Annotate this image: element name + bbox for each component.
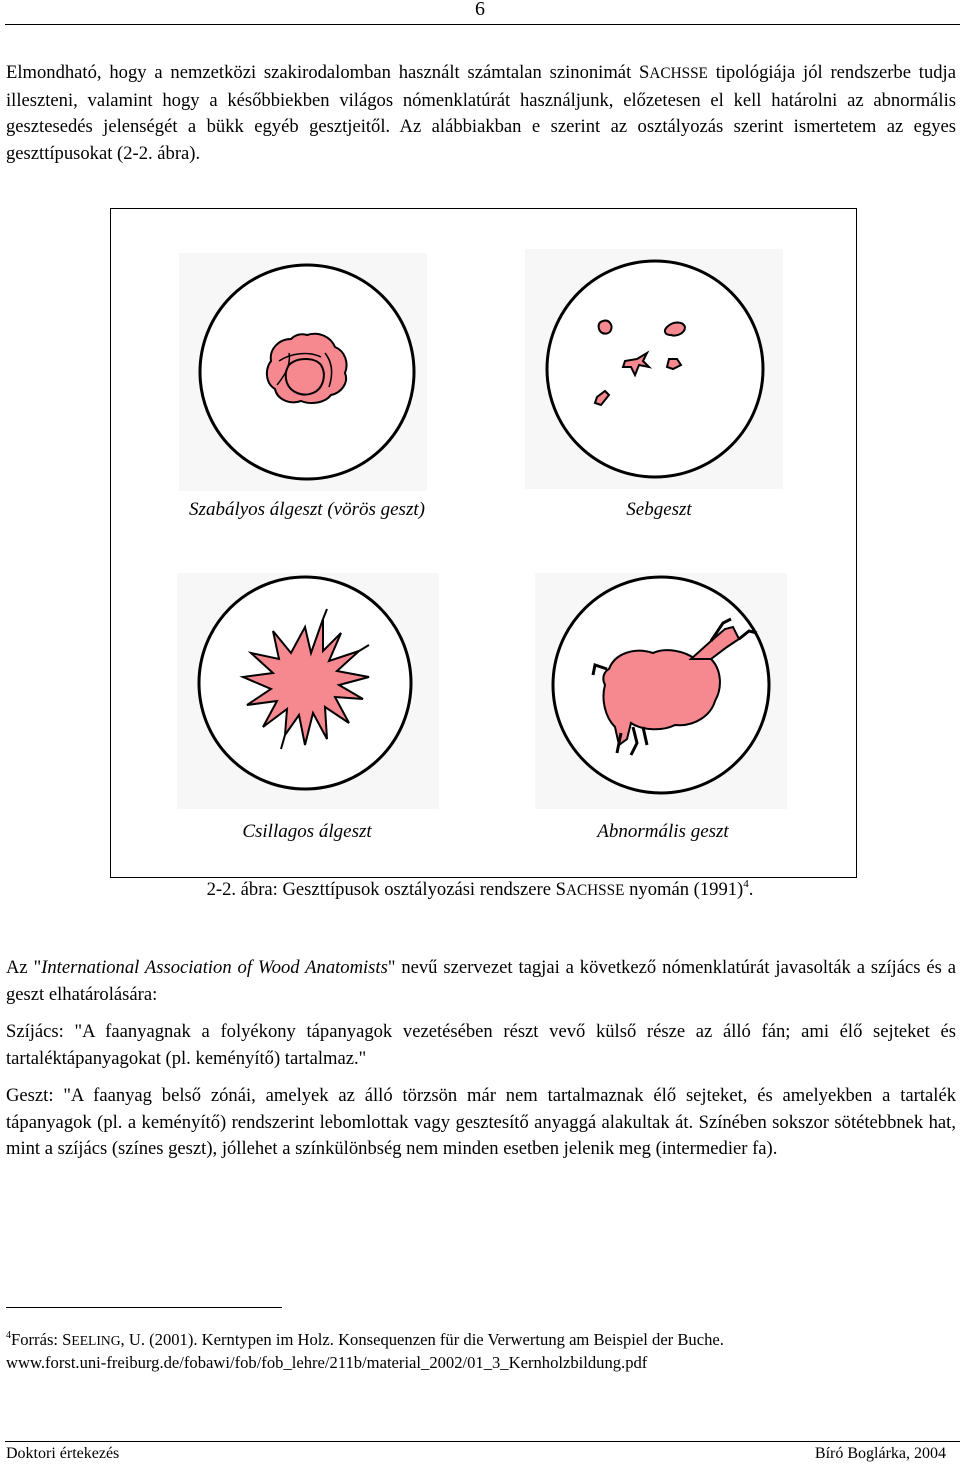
footnote-author: SEELING	[62, 1330, 121, 1349]
panel-label-wound: Sebgeszt	[626, 499, 692, 520]
figure-caption: 2-2. ábra: Geszttípusok osztályozási rendszere SACHSSE nyomán $(1991)^4$.	[206, 878, 754, 900]
iawa-paragraph: Az "International Association of Wood Anatomists" nevű szervezet tagjai a következő nómenklatúrát javasolták a szíjács és a geszt elhatárolására:	[6, 957, 956, 1005]
intro-paragraph: Elmondható, hogy a nemzetközi szakirodalomban használt számtalan szinonimát SACHSSE tipológiája jól rendszerbe tudja illeszteni, valamint hogy a későbbiekben világos nómenklatúrát használjunk, előzetesen el kell határolni az abnormális gesztesedés jelenségét a bükk egyéb gesztjeitől. Az alábbiakban e szerint az osztályozás szerint ismertetem az egyes geszttípusokat (2-2. ábra).	[6, 62, 956, 164]
footer-rule	[5, 1441, 960, 1442]
footnote-rule	[6, 1307, 282, 1308]
definition-geszt: Geszt: "A faanyag belső zónái, amelyek az álló törzsön már nem tartalmaznak élő sejteket, és amelyekben a tartalék tápanyagok (pl. a keményítő) rendszerint lebomlottak vagy gesztesítő anyaggá alakultak át. Színében sokszor sötétebbnek hat, mint a szíjács (színes geszt), jóllehet a színkülönbség nem minden esetben jelenik meg (intermedier fa).	[6, 1085, 956, 1159]
panel-label-regular: Szabályos álgeszt (vörös geszt)	[189, 499, 425, 520]
footer-right: Bíró Boglárka, 2004	[814, 1445, 946, 1462]
panel-star-false-heartwood	[177, 573, 439, 809]
panel-wound-heartwood	[525, 249, 783, 489]
rose-heartwood-shape	[267, 334, 347, 403]
footnote: $^4$Forrás: SEELING, U. (2001). Kerntypen im Holz. Konsequenzen für die Verwertung am Beispiel der Buche. www.forst.uni-freiburg.de/fobawi/fob/fob_lehre/211b/material_2002/01_3_Kernholzbildung.pdf	[6, 1330, 724, 1372]
iawa-organization-name: International Association of Wood Anatomists	[41, 957, 388, 978]
page-number: 6	[475, 0, 485, 20]
definition-szijacs: Szíjács: "A faanyagnak a folyékony tápanyagok vezetésében részt vevő külső része az álló fán; ami élő sejteket és tartaléktápanyagokat (pl. keményítő) tartalmaz."	[6, 1021, 956, 1069]
footnote-url[interactable]: www.forst.uni-freiburg.de/fobawi/fob/fob_lehre/211b/material_2002/01_3_Kernholzbildung.pdf	[6, 1353, 648, 1372]
footnote-reference[interactable]: 4	[743, 878, 749, 890]
panel-label-star: Csillagos álgeszt	[242, 821, 372, 842]
panel-abnormal-heartwood	[535, 573, 787, 809]
panel-label-abnormal: Abnormális geszt	[597, 821, 729, 842]
author-name-sachsse: SACHSSE	[639, 62, 708, 83]
figure-box	[110, 208, 857, 878]
footnote-number: 4	[6, 1330, 11, 1341]
footer-left: Doktori értekezés	[6, 1445, 120, 1462]
header-rule	[5, 24, 960, 25]
panel-regular-false-heartwood	[179, 253, 427, 491]
caption-author-sachsse: SACHSSE	[555, 879, 625, 900]
